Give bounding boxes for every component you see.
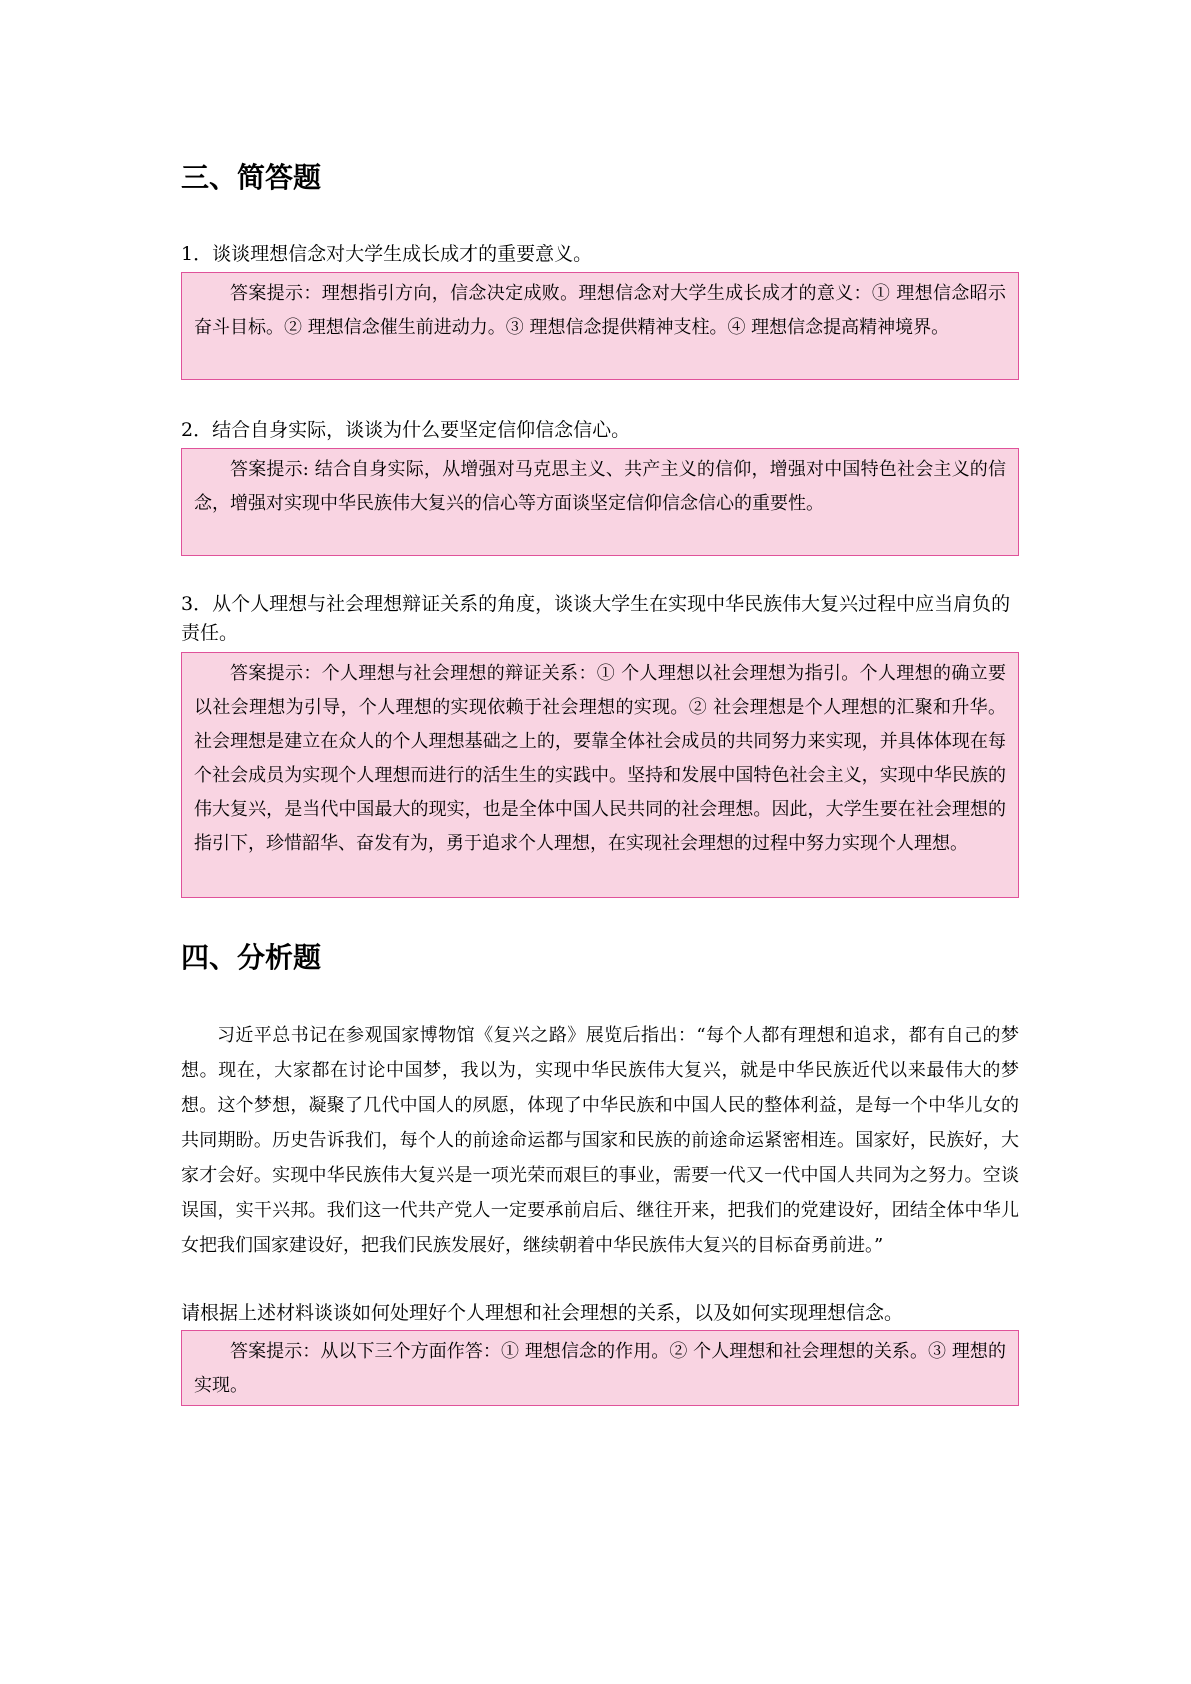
answer-box-1: 答案提示：理想指引方向，信念决定成败。理想信念对大学生成长成才的意义：① 理想信念昭示奋斗目标。② 理想信念催生前进动力。③ 理想信念提供精神支柱。④ 理想信念提高精神境界。 bbox=[181, 272, 1019, 380]
answer-box-3: 答案提示：个人理想与社会理想的辩证关系：① 个人理想以社会理想为指引。个人理想的确立要以社会理想为引导，个人理想的实现依赖于社会理想的实现。② 社会理想是个人理想的汇聚和升华。社会理想是建立在众人的个人理想基础之上的，要靠全体社会成员的共同努力来实现，并具体体现在每个社会成员为实现个人理想而进行的活生生的实践中。坚持和发展中国特色社会主义，实现中华民族的伟大复兴，是当代中国最大的现实，也是全体中国人民共同的社会理想。因此，大学生要在社会理想的指引下，珍惜韶华、奋发有为，勇于追求个人理想，在实现社会理想的过程中努力实现个人理想。 bbox=[181, 652, 1019, 898]
section-heading-analysis: 四、分析题 bbox=[181, 941, 322, 974]
question-1: 1．谈谈理想信念对大学生成长成才的重要意义。 bbox=[181, 243, 593, 265]
section-heading-short-answer: 三、简答题 bbox=[181, 161, 322, 194]
answer-box-analysis: 答案提示：从以下三个方面作答：① 理想信念的作用。② 个人理想和社会理想的关系。③ 理想的实现。 bbox=[181, 1330, 1019, 1406]
question-3: 3．从个人理想与社会理想辩证关系的角度，谈谈大学生在实现中华民族伟大复兴过程中应当肩负的责任。 bbox=[181, 593, 1011, 644]
analysis-question: 请根据上述材料谈谈如何处理好个人理想和社会理想的关系，以及如何实现理想信念。 bbox=[181, 1302, 904, 1324]
analysis-material: 习近平总书记在参观国家博物馆《复兴之路》展览后指出：“每个人都有理想和追求，都有自己的梦想。现在，大家都在讨论中国梦，我以为，实现中华民族伟大复兴，就是中华民族近代以来最伟大的梦想。这个梦想，凝聚了几代中国人的夙愿，体现了中华民族和中国人民的整体利益，是每一个中华儿女的共同期盼。历史告诉我们，每个人的前途命运都与国家和民族的前途命运紧密相连。国家好，民族好，大家才会好。实现中华民族伟大复兴是一项光荣而艰巨的事业，需要一代又一代中国人共同为之努力。空谈误国，实干兴邦。我们这一代共产党人一定要承前启后、继往开来，把我们的党建设好，团结全体中华儿女把我们国家建设好，把我们民族发展好，继续朝着中华民族伟大复兴的目标奋勇前进。” bbox=[181, 1025, 1019, 1256]
answer-box-2: 答案提示: 结合自身实际，从增强对马克思主义、共产主义的信仰，增强对中国特色社会主义的信念，增强对实现中华民族伟大复兴的信心等方面谈坚定信仰信念信心的重要性。 bbox=[181, 448, 1019, 556]
question-2: 2．结合自身实际，谈谈为什么要坚定信仰信念信心。 bbox=[181, 419, 631, 441]
